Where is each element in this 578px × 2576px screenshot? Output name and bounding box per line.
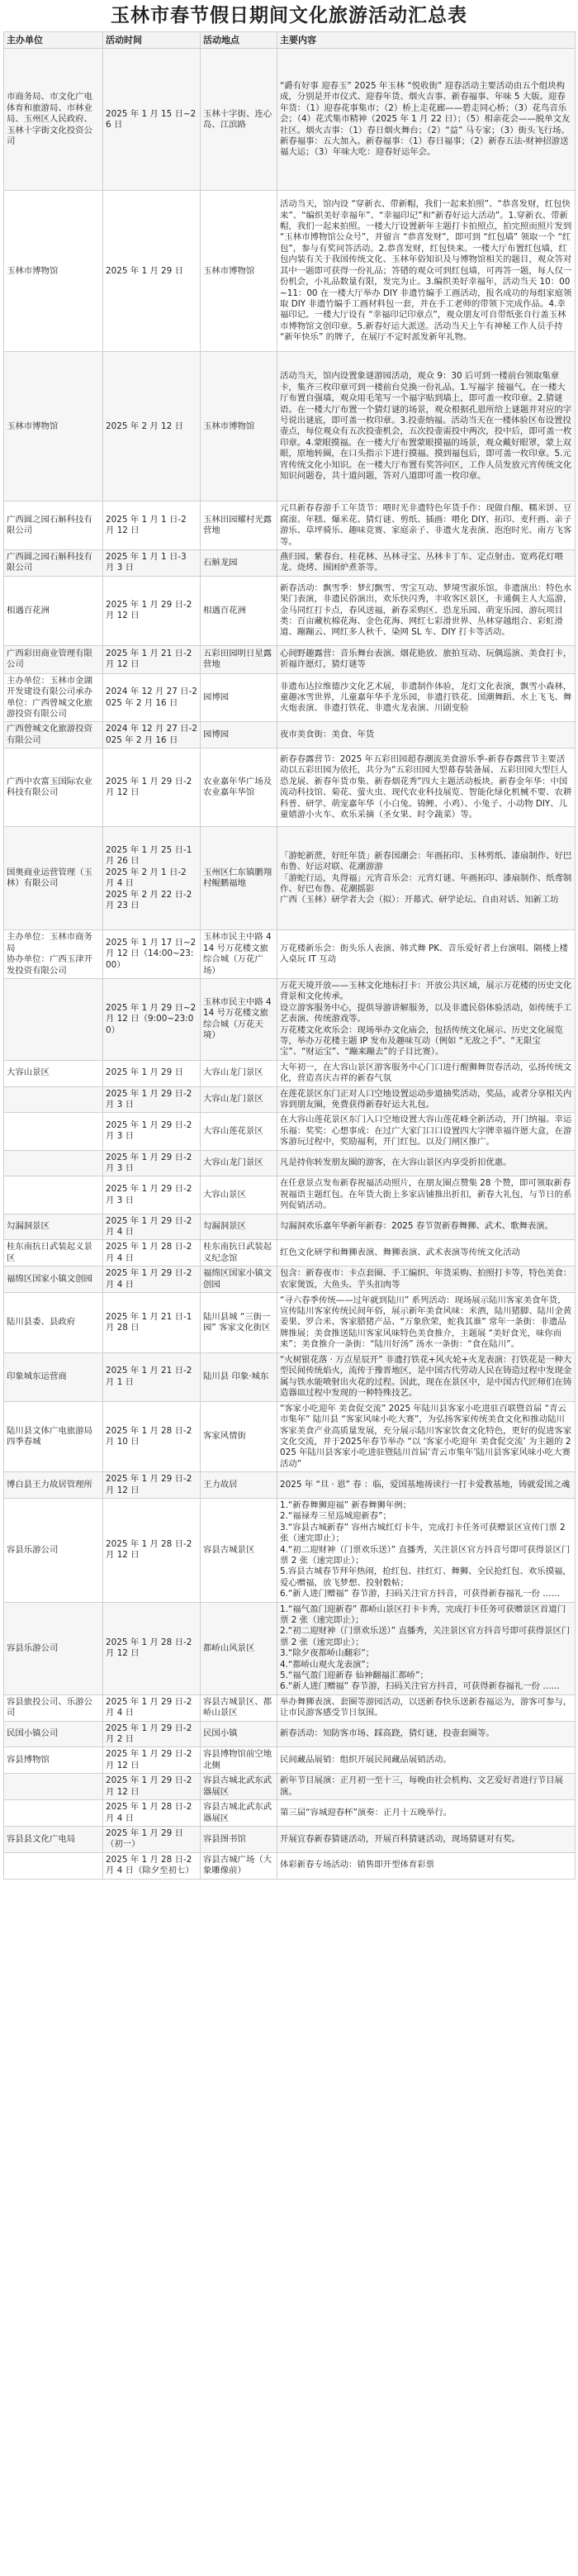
- cell-content: 红色文化研学和舞狮表演、舞狮表演、武术表演等传统文化活动: [277, 1240, 576, 1267]
- table-row: [4, 1086, 576, 1113]
- cell-time: 2025 年 1 月 29 日-2 月 12 日: [103, 576, 201, 645]
- cell-time: 2025 年 1 月 25 日-1 月 26 日 2025 年 2 月 1 日-2 月 4 日 2025 年 2 月 22 日-2 月 23 日: [103, 827, 201, 930]
- cell-content: 新春春露营节：2025 年五彩田园超春潮流美食游乐季-新春春露营节主要活动以五彩田园为依托，共分为“五彩田园大型幕春装备展、五彩田园大型巨人恐龙展、新春年货市集、新春烟花秀”四大主题活动板块。新春金年华：中国流动科技馆、菊花、萤火虫、现代农业科技展览、智能化绿化机械不要、农耕科普、研学、萌宠嘉年华（小白兔、锦鲤、小鸡）、小兔子、小动物 DIY、儿童嬉游小火车、欢乐采摘（圣女果、时令蔬菜）等。: [277, 749, 576, 827]
- cell-place: 民国小镇: [201, 1721, 277, 1747]
- table-row: [4, 1774, 576, 1800]
- cell-place: 陆川县 印象·城东: [201, 1353, 277, 1402]
- cell-content: 凡是持你转发朋友圈的游客，在大容山景区内享受折扣优惠。: [277, 1150, 576, 1176]
- table-row: [4, 191, 576, 352]
- cell-content: 新年节目展演：正月初一至十三，每晚由社会机构、文艺爱好者进行节目展演。: [277, 1774, 576, 1800]
- cell-place: 玉林市民主中路 414 号万花楼文旅综合城（万花天境）: [201, 978, 277, 1060]
- cell-place: 农业嘉年华广场及农业嘉年华馆: [201, 749, 277, 827]
- table-row: [4, 1293, 576, 1353]
- table-row: [4, 1498, 576, 1602]
- column-header-place: 活动地点: [201, 32, 277, 49]
- cell-place: 玉林市博物馆: [201, 352, 277, 501]
- cell-content: 燕归园、紫春台、桂花林、丛林寻宝、丛林卡丁车、定点射击、宽鸡花灯喂龙、烧烤、围困炉煮茶等。: [277, 550, 576, 577]
- cell-content: 举办舞狮表演、套圈等游园活动，以送新春快乐送新春福运为，游客可参与，让市民游客感受节日氛围。: [277, 1694, 576, 1721]
- cell-time: 2025 年 1 月 28 日-2 月 12 日: [103, 1498, 201, 1602]
- table-row: [4, 1113, 576, 1150]
- cell-content: 心间野趣露营：音乐舞台表演、烟花艳放、旅拍互动、玩偶巡演、美食打卡，祈福许愿灯，猜灯谜等: [277, 645, 576, 673]
- cell-place: 福绵区国家小镇文创园: [201, 1267, 277, 1293]
- cell-host: 桂东南抗日武装起义景区: [4, 1240, 103, 1267]
- cell-place: 玉林市博物馆: [201, 191, 277, 352]
- cell-time: 2025 年 1 月 21 日-1 月 28 日: [103, 1293, 201, 1353]
- cell-place: 大容山龙门景区: [201, 1060, 277, 1086]
- table-row: [4, 749, 576, 827]
- cell-host: 容县县文化广电局: [4, 1826, 103, 1852]
- cell-host: [4, 978, 103, 1060]
- cell-time: 2025 年 1 月 29 日-2 月 3 日: [103, 1113, 201, 1150]
- cell-host: 陆川县委、县政府: [4, 1293, 103, 1353]
- cell-content: 万花天境开放——玉林文化地标打卡：开放公共区域，展示万花楼的历史文化背景和文化传承。 设立游客服务中心，提供导游讲解服务，以及非遗民俗体验活动，如传统手工艺表演、传统游戏等。 万花楼文化欢乐会：现场举办文化庙会，包括传统文化展示、历史文化展览等，举办万花楼主题 IP 发布及趣味互动（例如 “无敌之手”、“无限宝宝”、“财运宝”、“蹦来蹦去”的子目比赛）。: [277, 978, 576, 1060]
- table-row: [4, 1150, 576, 1176]
- cell-host: 玉林市博物馆: [4, 352, 103, 501]
- cell-place: 园博园: [201, 722, 277, 749]
- cell-place: 容县古城北武东武器展区: [201, 1774, 277, 1800]
- column-header-time: 活动时间: [103, 32, 201, 49]
- cell-host: 广西圆之园石斛科技有限公司: [4, 501, 103, 550]
- cell-time: 2025 年 1 月 29 日（初一）: [103, 1826, 201, 1852]
- table-row: [4, 673, 576, 722]
- table-row: [4, 1267, 576, 1293]
- cell-time: 2025 年 1 月 29 日~2 月 12 日（9:00~23:00）: [103, 978, 201, 1060]
- cell-place: 大容山龙门景区: [201, 1150, 277, 1176]
- cell-time: 2025 年 1 月 1 日-3 月 3 日: [103, 550, 201, 577]
- cell-place: 五彩田园明日星露营地: [201, 645, 277, 673]
- cell-host: 主办单位：玉林市金湖开发建设有限公司承办单位：广西曾城文化旅游投资有限公司: [4, 673, 103, 722]
- table-row: [4, 978, 576, 1060]
- cell-time: 2025 年 1 月 29 日-2 月 12 日: [103, 1774, 201, 1800]
- cell-place: 都峤山风景区: [201, 1602, 277, 1694]
- cell-host: [4, 1113, 103, 1150]
- cell-time: 2025 年 1 月 29 日: [103, 1060, 201, 1086]
- table-row: [4, 352, 576, 501]
- table-row: [4, 1721, 576, 1747]
- cell-host: [4, 1150, 103, 1176]
- cell-place: 客家风情街: [201, 1401, 277, 1471]
- cell-time: 2025 年 1 月 29 日-2 月 12 日: [103, 1472, 201, 1499]
- table-row: [4, 1060, 576, 1086]
- cell-time: 2025 年 1 月 29 日-2 月 4 日: [103, 1694, 201, 1721]
- cell-time: 2025 年 1 月 28 日-2 月 4 日: [103, 1800, 201, 1827]
- cell-place: 玉林市民主中路 414 号万花楼文旅综合城（万花广场）: [201, 930, 277, 979]
- cell-host: 广西彩田商业管理有限公司: [4, 645, 103, 673]
- cell-content: “寻六春季传统——过年就到陆川” 系列活动：现场展示陆川客家美食年货，宣传陆川客家传统民间年俗，展示新年美食风味：米酒，陆川猪脚、陆川金黄姜果、罗合米、客家腊猪产品、“万象欣荣，蛇我其谁” 常年一条街：非遗品牌推展；美食推送陆川客家风味特色美食推介，主题展 “美好食光，味你而来”；美食推介一条街：“陆川好汤” 汤水一条街：“食在陆川”。: [277, 1293, 576, 1353]
- cell-host: 玉林市博物馆: [4, 191, 103, 352]
- cell-content: 开展宜春新春猜谜活动，开展百科猜谜活动，现场猜谜对有奖。: [277, 1826, 576, 1852]
- cell-time: 2025 年 1 月 28 日-2 月 10 日: [103, 1401, 201, 1471]
- column-header-host: 主办单位: [4, 32, 103, 49]
- table-row: [4, 576, 576, 645]
- cell-time: 2025 年 1 月 29 日-2 月 4 日: [103, 1267, 201, 1293]
- table-row: [4, 1472, 576, 1499]
- table-row: [4, 722, 576, 749]
- table-row: [4, 1826, 576, 1852]
- table-row: [4, 1852, 576, 1879]
- cell-host: 容县乐游公司: [4, 1602, 103, 1694]
- cell-host: 市商务局、市文化广电体育和旅游局、市林业局、玉州区人民政府、玉林十字街文化投资公司: [4, 49, 103, 191]
- cell-host: 博白县王力故居管理所: [4, 1472, 103, 1499]
- table-row: [4, 645, 576, 673]
- cell-place: 容县古城广场（大象雕像前）: [201, 1852, 277, 1879]
- cell-host: 印象城东运营商: [4, 1353, 103, 1402]
- cell-time: 2025 年 1 月 29 日-2 月 12 日: [103, 1747, 201, 1774]
- cell-content: 在莲花景区东门正对人口空地设置运动步道抽奖活动，奖品，或者分享相关内容到朋友圈，免费获得新春好运大礼包。: [277, 1086, 576, 1113]
- cell-host: 陆川县文体广电旅游局四季春城: [4, 1401, 103, 1471]
- cell-host: 主办单位：玉林市商务局 协办单位：广西玉津开发投资有限公司: [4, 930, 103, 979]
- cell-content: 1.“福气盈门迎新春” 都峤山景区打卡卡秀，完成打卡任务可获赠景区首道门票 2 张（速完即止）； 2.“初二迎财神（门票欢乐送）” 直播秀，关注景区官方抖音号即可获得景区门票 2 张（速完即止）； 3.“除夕夜都峤山翻彩”； 4.“都峤山观火龙表演”； 5.“福气盈门迎新春 仙神翻福汇都峤”； 6.“新人进门赠福” 春节游，扫码关注官方抖音，可获得新春福礼一份 ……: [277, 1602, 576, 1694]
- cell-content: 大年初一，在大容山景区游客服务中心门口进行醒狮舞贺春活动，弘扬传统文化，营造喜庆吉祥的新春气氛: [277, 1060, 576, 1086]
- cell-content: 元旦新春春游手工年货节：喂时光非遗特色年货手作：现做自酿、糯米饼、豆腐滚、年糕、爆米花、猜灯谜、剪纸、插画：喂化 DIY、拓印、麦秆画、亲子游乐、草坪骑乐、趣味竞赛、家庭亲子、非遗火龙表演、泡泡时光、南方飞客等。: [277, 501, 576, 550]
- cell-time: 2025 年 1 月 21 日-2 月 1 日: [103, 1353, 201, 1402]
- cell-place: 容县图书馆: [201, 1826, 277, 1852]
- cell-content: 2025 年 “旦 · 恩” 春 ：临，爱国基地祷读行一打卡爱教基地，铸就爱国之魂: [277, 1472, 576, 1499]
- cell-content: 「游蛇新蔗，好旺年货」新春国潮会：年画拓印、玉林剪纸、漆扇制作、好巴布鲁、好运对联、花潮游游 「游蛇行运，丸得福」元宵音乐会：元宵灯谜、年画拓印、漆扇制作、纸鸢制作、好巴布鲁、花潮摇影 广西（玉林）研学者大会（拟）：开幕式、研学论坛、自由对话、知新工坊: [277, 827, 576, 930]
- cell-place: 容县古城北武东武器展区: [201, 1800, 277, 1827]
- cell-host: [4, 1086, 103, 1113]
- cell-host: 民国小镇公司: [4, 1721, 103, 1747]
- cell-time: 2025 年 1 月 29 日: [103, 191, 201, 352]
- cell-place: 桂东南抗日武装起义纪念馆: [201, 1240, 277, 1267]
- table-row: [4, 1747, 576, 1774]
- cell-host: 国奥商业运营管理（玉林）有限公司: [4, 827, 103, 930]
- table-row: [4, 550, 576, 577]
- cell-time: 2025 年 1 月 29 日-2 月 3 日: [103, 1086, 201, 1113]
- cell-host: 大容山景区: [4, 1060, 103, 1086]
- cell-place: 石斛龙园: [201, 550, 277, 577]
- cell-content: 新春活动：知防客市场、踩高跷，猜灯谜，投壶套圈等。: [277, 1721, 576, 1747]
- cell-host: 广西圆之园石斛科技有限公司: [4, 550, 103, 577]
- cell-place: 大容山莲花景区: [201, 1113, 277, 1150]
- cell-time: 2025 年 1 月 29 日-2 月 12 日: [103, 749, 201, 827]
- cell-content: 活动当天，馆内设置象谜游园活动，观众 9：30 后可到一楼前台领取集章卡，集齐三枚印章可到一楼前台兑换一份礼品。1.写福字 接福气。在一楼大厅布置自强墙，观众用毛笔写一个福字贴到墙上，即可盖一枚印章。2.猜谜语。在一楼大厅布置一个猜灯谜的场景，观众根据孔恩所给上谜题并对应的字号说出谜底，即可盖一枚印章。3.投壶纳福。活动当天在一楼体验区布设置投壶点，每位观众有五次投壶机会，五次投壶需投中两次，投中后，即可盖一枚印章。4.蒙眼摸福。在一楼大厅布置蒙眼摸福的场景，观众戴好眼罩，蒙上双眼，原地转圈，在口头指示下进行摸福。摸到福包后，即可盖一枚印章。5.元宵传统文化小知识。在一楼大厅布置有奖答问区，工作人员发放元宵传统文化知识问题卷，共十道问题，答对八道即可盖一枚印章。: [277, 352, 576, 501]
- table-row: [4, 1602, 576, 1694]
- cell-place: 玉林田园耀村光露营地: [201, 501, 277, 550]
- cell-time: 2025 年 1 月 28 日-2 月 4 日: [103, 1240, 201, 1267]
- cell-content: 包含：新春夜市：卡点套圈、手工编织、年货采购、拍照打卡等，特色美食：农家煲饭，大鱼头、芋头扣肉等: [277, 1267, 576, 1293]
- cell-time: 2025 年 1 月 29 日-2 月 3 日: [103, 1150, 201, 1176]
- cell-content: “爵有好事 迎春玉” 2025 年玉林 “悦收街” 迎春活动主要活动由五个组块构成，分别是开市仪式、迎春年货、烟火吉事、新春福事、年味 5 大版。迎春年货：（1）迎春花事集市；（2）桥上走花廊——碧走同心桥；（3）花鸟音乐会；（4）花式集市精神（2025 年 1 月 22 日）；（5）相亲花会——脱单文友社区。烟火吉事：（1）春日烟火舞台；（2）“益” 马专家；（3）街头飞行场。新春福事：五大加入。新春福事：（1）春日福事；（2）新春五法-财神招游送福大运；（3）年味大吃：迎春好运年会。: [277, 49, 576, 191]
- table-row: [4, 1353, 576, 1402]
- cell-content: 活动当天，馆内设 “穿新衣、带新帽，我们一起来拍照”、“恭喜发财，红包快来”、“编织美好幸福年”、“幸福印记”和“新春好运大活动”。1.穿新衣、带新帽，我们一起来拍照。一楼大厅设置新年主题打卡拍照点，拍完照而照片发到 “玉林市博物馆公众号”，并留言 “恭喜发财”，即可到 “红包墙” 领取一个 “红包”，参与有奖问答活动。2.恭喜发财，红包快来。一楼大厅布置红包墙，红包内装有关于我国传统文化、玉林年俗知识及与博物馆相关的题目，观众答对其中一题即可获得一份礼品；答错的观众可到红包墙，可再答一题，每人仅一份机会，小礼品数量有限，发完为止。3.编织美好幸福年，活动当天 10：00~11：00 在一楼大厅举办 DIY 非遗竹编手工画活动，报名成功的每组家庭领取 DIY 非遗竹编手工画材料包一套，并在手工老师的带领下完成作品。4.幸福印记。一楼大厅设有 “幸福印记印章点”，观众朋友可自带纸张自行盖玉林市博物馆文创印章。5.新春好运大派送。活动当天上午有神秘工作人员手持 “新年快乐” 的牌子，在展厅不定时派发新年礼物。: [277, 191, 576, 352]
- table-row: [4, 827, 576, 930]
- cell-time: 2024 年 12 月 27 日-2025 年 2 月 16 日: [103, 673, 201, 722]
- cell-content: 新春活动：飘雪季：梦幻飘雪、雪宝互动、梦境雪淑乐馆。非遗演出：特色水果门表演，非遗民俗演出，欢乐快闪秀，丰收客区景区，卡通偶主人大巡游，金马同红打卡点，春风送福，新春采购区、恐龙乐园、萌宠乐园、游玩项目类：百亩藏杭棉花海、金色花海、网红七彩滑世界、丛林穿越组合、彩虹滑道、蹦蹦云、网红多人秋千、染网 SL 车、DIY 打卡等活动。: [277, 576, 576, 645]
- cell-content: 夜市美食街：美食、年货: [277, 722, 576, 749]
- table-row: [4, 930, 576, 979]
- page-title: 玉林市春节假日期间文化旅游活动汇总表: [111, 5, 467, 26]
- cell-content: 勾漏洞欢乐嘉年华新年新春：2025 春节贺新春舞狮、武术、歌舞表演。: [277, 1214, 576, 1240]
- table-row: [4, 1176, 576, 1214]
- cell-host: [4, 1800, 103, 1827]
- cell-place: 大容山景区: [201, 1176, 277, 1214]
- cell-content: 在任意景点发布新春祝福活动照片，在朋友圈点赞集 28 个赞，即可领取新春祝福语主题红包。在年货大街上多家店铺推出折扣，新春大礼包，与节日的系列促销活动。: [277, 1176, 576, 1214]
- cell-time: 2025 年 1 月 1 日-2 月 12 日: [103, 501, 201, 550]
- cell-place: 陆川县城 “三街一园” 客家文化街区: [201, 1293, 277, 1353]
- cell-time: 2025 年 1 月 29 日-2 月 4 日: [103, 1214, 201, 1240]
- cell-host: 福绵区国家小镇文创园: [4, 1267, 103, 1293]
- table-body: [4, 49, 576, 1879]
- table-header-row: [4, 32, 576, 49]
- table-row: [4, 1214, 576, 1240]
- cell-time: 2025 年 1 月 28 日-2 月 4 日（除夕至初七）: [103, 1852, 201, 1879]
- cell-host: 广西中农富玉国际农业科技有限公司: [4, 749, 103, 827]
- cell-place: 大容山龙门景区: [201, 1086, 277, 1113]
- cell-content: 万花楼新乐会：街头乐人表演、韩式舞 PK、音乐爱好者上台演唱、隔楼上楼入桌玩 IT 互动: [277, 930, 576, 979]
- table-row: [4, 1240, 576, 1267]
- cell-host: [4, 1852, 103, 1879]
- cell-place: 容县古城景区: [201, 1498, 277, 1602]
- table-row: [4, 49, 576, 191]
- cell-host: [4, 1774, 103, 1800]
- table-row: [4, 1800, 576, 1827]
- cell-content: 1.“新春舞狮迎福” 新春舞狮年例； 2.“福禄寿三星巡城迎新春”； 3.“容县古城新春” 容州古城红灯卡牛，完成打卡任务可获赠景区宣传门票 2 张（速完即止）； 4.“初二迎财神（门票欢乐送）” 直播秀，关注景区官方抖音号即可获得景区门票 2 张（速完即止）； 5.容县古城春节拜年热闹，抢红包、挂红灯、舞狮、全民抢红包、欢乐摸福，爱心赠福，放飞梦想、投射骰帖； 6.“新人进门赠福” 春节游，扫码关注官方抖音，可获得新春福礼一份 ……: [277, 1498, 576, 1602]
- cell-content: “客家小吃迎年 美食促交流” 2025 年陆川县客家小吃进驻百联暨首届 “青云市集年” 陆川县 “客家风味小吃大赛”，为弘扬客家传统美食文化和推动陆川客家美食产业高质量发展，充分展示陆川客家饮食文化特色，更好的促进客家文化交流，并于2025年春节举办 “以 ‘客家小吃迎年 美食促交流’ 为主题的 2025 年陆川县客家小吃进驻暨陆川首届‘青云市集年’陆川县客家风味小吃大赛活动”: [277, 1401, 576, 1471]
- cell-place: 王力故居: [201, 1472, 277, 1499]
- cell-time: 2025 年 1 月 29 日-2 月 3 日: [103, 1176, 201, 1214]
- cell-place: 玉林十字街、连心岛、江滨路: [201, 49, 277, 191]
- cell-host: 容县旅投公司、乐游公司: [4, 1694, 103, 1721]
- cell-place: 相遇百花洲: [201, 576, 277, 645]
- cell-time: 2025 年 1 月 28 日-2 月 12 日: [103, 1602, 201, 1694]
- cell-content: 体彩新春专场活动：销售即开型体育彩票: [277, 1852, 576, 1879]
- cell-host: 容县乐游公司: [4, 1498, 103, 1602]
- cell-time: 2025 年 2 月 12 日: [103, 352, 201, 501]
- cell-content: 民间藏品展销：组织开展民间藏品展销活动。: [277, 1747, 576, 1774]
- cell-host: [4, 1176, 103, 1214]
- cell-content: 非遗布达拉维德沙文化艺术展，非遗制作体验，龙灯文化表演，飘雪小森林，童趣冰雪世界，儿童嘉年华手龙乐园，非遗打铁花、国潮舞蹈、水上飞飞、舞火炮表演、非遗打铁花、非遗火龙表演、川剧变脸: [277, 673, 576, 722]
- cell-time: 2025 年 1 月 29 日-2 月 2 日: [103, 1721, 201, 1747]
- column-header-content: 主要内容: [277, 32, 576, 49]
- table-row: [4, 1694, 576, 1721]
- cell-place: 容县古城景区、都峤山景区: [201, 1694, 277, 1721]
- cell-content: 第三届“容城迎春杯”演奏：正月十五晚举行。: [277, 1800, 576, 1827]
- cell-host: 广西曾城文化旅游投资有限公司: [4, 722, 103, 749]
- cell-place: 玉州区仁东镇鹏翔村鲲鹏福地: [201, 827, 277, 930]
- cell-content: 在大容山莲花景区东门入口空地设置大容山莲花峰全新活动，开门纳福。幸运乐福：奖奖：心想事成：在过广大家门口口设置四大字牌幸福许愿大盒，在游客游玩过程中，奖励福利，开门红包。以及门闸区推广。: [277, 1113, 576, 1150]
- cell-time: 2024 年 12 月 27 日-2025 年 2 月 16 日: [103, 722, 201, 749]
- cell-place: 园博园: [201, 673, 277, 722]
- cell-time: 2025 年 1 月 15 日~26 日: [103, 49, 201, 191]
- cell-time: 2025 年 1 月 17 日~2 月 12 日（14:00~23:00）: [103, 930, 201, 979]
- activity-table: [3, 31, 576, 1880]
- cell-place: 勾漏洞景区: [201, 1214, 277, 1240]
- cell-host: 相遇百花洲: [4, 576, 103, 645]
- table-row: [4, 501, 576, 550]
- cell-place: 容县博物馆前空地北侧: [201, 1747, 277, 1774]
- cell-time: 2025 年 1 月 21 日-2 月 12 日: [103, 645, 201, 673]
- cell-content: “火树银花落 · 万点星辰开” 非遗打铁花+风火轮+火龙表演：打铁花是一种大型民间传统焰火，流传于豫晋地区，是中国古代劳动人民在铸造过程中发现金属与铁水能喷射出火花的过程。因此，现在在景区中，是中国古代匠师们在铸造器皿过程中发现的一种特殊技艺。: [277, 1353, 576, 1402]
- cell-host: 勾漏洞景区: [4, 1214, 103, 1240]
- cell-host: 容县博物馆: [4, 1747, 103, 1774]
- table-row: [4, 1401, 576, 1471]
